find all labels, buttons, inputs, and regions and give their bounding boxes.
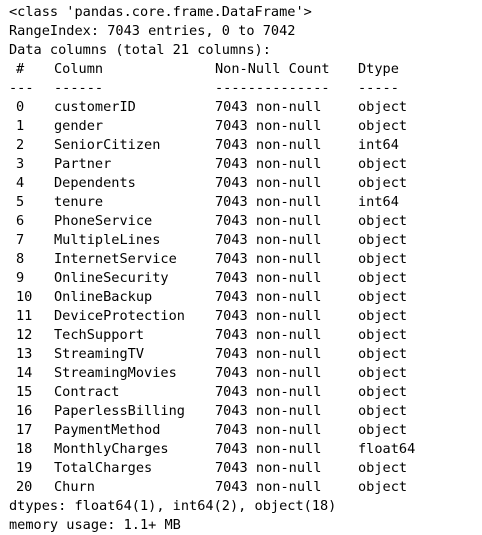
row-index: 7: [16, 232, 25, 248]
range-index-line: RangeIndex: 7043 entries, 0 to 7042: [9, 23, 296, 39]
row-column-name: TechSupport: [54, 327, 145, 343]
table-row: [9, 250, 482, 269]
row-index: 6: [16, 213, 25, 229]
row-non-null-count: 7043 non-null: [215, 346, 322, 362]
row-index: 19: [16, 460, 33, 476]
row-index: 14: [16, 365, 33, 381]
row-dtype: object: [358, 327, 408, 343]
row-index: 12: [16, 327, 33, 343]
row-column-name: Dependents: [54, 175, 136, 191]
row-column-name: Contract: [54, 384, 120, 400]
row-column-name: tenure: [54, 194, 104, 210]
row-dtype: object: [358, 251, 408, 267]
row-dtype: object: [358, 99, 408, 115]
row-column-name: PhoneService: [54, 213, 153, 229]
row-dtype: object: [358, 156, 408, 172]
row-index: 11: [16, 308, 33, 324]
table-row: [9, 288, 482, 307]
row-index: 3: [16, 156, 25, 172]
table-row: [9, 345, 482, 364]
table-row: [9, 193, 482, 212]
row-non-null-count: 7043 non-null: [215, 460, 322, 476]
row-column-name: OnlineBackup: [54, 289, 153, 305]
row-index: 18: [16, 441, 33, 457]
row-index: 1: [16, 118, 25, 134]
row-non-null-count: 7043 non-null: [215, 156, 322, 172]
row-column-name: MultipleLines: [54, 232, 161, 248]
table-row: [9, 269, 482, 288]
table-row: [9, 155, 482, 174]
separator-dtype: -----: [358, 80, 399, 96]
row-dtype: object: [358, 175, 408, 191]
row-index: 2: [16, 137, 25, 153]
row-non-null-count: 7043 non-null: [215, 118, 322, 134]
row-dtype: object: [358, 422, 408, 438]
row-dtype: object: [358, 479, 408, 495]
row-non-null-count: 7043 non-null: [215, 213, 322, 229]
table-row: [9, 440, 482, 459]
row-non-null-count: 7043 non-null: [215, 365, 322, 381]
row-column-name: MonthlyCharges: [54, 441, 169, 457]
row-dtype: int64: [358, 137, 399, 153]
row-column-name: OnlineSecurity: [54, 270, 169, 286]
row-index: 4: [16, 175, 25, 191]
row-index: 9: [16, 270, 25, 286]
table-row: [9, 402, 482, 421]
table-row: [9, 364, 482, 383]
row-index: 13: [16, 346, 33, 362]
row-index: 8: [16, 251, 25, 267]
row-index: 0: [16, 99, 25, 115]
row-column-name: StreamingTV: [54, 346, 145, 362]
row-dtype: object: [358, 308, 408, 324]
row-index: 15: [16, 384, 33, 400]
row-dtype: object: [358, 213, 408, 229]
header-index: #: [16, 61, 25, 77]
separator-non-null-count: --------------: [215, 80, 330, 96]
row-column-name: customerID: [54, 99, 136, 115]
row-column-name: TotalCharges: [54, 460, 153, 476]
table-row: [9, 98, 482, 117]
memory-usage-line: memory usage: 1.1+ MB: [9, 517, 181, 533]
table-row: [9, 307, 482, 326]
row-non-null-count: 7043 non-null: [215, 308, 322, 324]
table-row: [9, 231, 482, 250]
row-column-name: DeviceProtection: [54, 308, 185, 324]
header-non-null-count: Non-Null Count: [215, 61, 330, 77]
data-columns-line: Data columns (total 21 columns):: [9, 42, 271, 58]
class-line: <class 'pandas.core.frame.DataFrame'>: [9, 4, 312, 20]
row-dtype: object: [358, 118, 408, 134]
table-row: [9, 459, 482, 478]
row-dtype: object: [358, 346, 408, 362]
row-non-null-count: 7043 non-null: [215, 232, 322, 248]
row-non-null-count: 7043 non-null: [215, 175, 322, 191]
separator-index: ---: [9, 80, 34, 96]
row-dtype: object: [358, 460, 408, 476]
row-column-name: StreamingMovies: [54, 365, 177, 381]
table-row: [9, 421, 482, 440]
table-row: [9, 136, 482, 155]
dtypes-summary-line: dtypes: float64(1), int64(2), object(18): [9, 498, 337, 514]
row-non-null-count: 7043 non-null: [215, 479, 322, 495]
table-row: [9, 326, 482, 345]
row-index: 20: [16, 479, 33, 495]
row-dtype: float64: [358, 441, 416, 457]
row-dtype: int64: [358, 194, 399, 210]
row-column-name: PaymentMethod: [54, 422, 161, 438]
row-index: 17: [16, 422, 33, 438]
row-non-null-count: 7043 non-null: [215, 99, 322, 115]
table-row: [9, 383, 482, 402]
table-header-row: [9, 60, 482, 79]
row-column-name: InternetService: [54, 251, 177, 267]
row-index: 10: [16, 289, 33, 305]
row-dtype: object: [358, 289, 408, 305]
row-non-null-count: 7043 non-null: [215, 327, 322, 343]
table-row: [9, 174, 482, 193]
row-index: 5: [16, 194, 25, 210]
row-non-null-count: 7043 non-null: [215, 422, 322, 438]
row-column-name: SeniorCitizen: [54, 137, 161, 153]
row-dtype: object: [358, 403, 408, 419]
row-column-name: Churn: [54, 479, 95, 495]
row-column-name: gender: [54, 118, 104, 134]
row-non-null-count: 7043 non-null: [215, 270, 322, 286]
row-non-null-count: 7043 non-null: [215, 137, 322, 153]
table-row: [9, 117, 482, 136]
table-row: [9, 212, 482, 231]
row-dtype: object: [358, 270, 408, 286]
table-row: [9, 478, 482, 497]
row-dtype: object: [358, 384, 408, 400]
row-non-null-count: 7043 non-null: [215, 251, 322, 267]
table-body: [9, 98, 482, 497]
row-non-null-count: 7043 non-null: [215, 441, 322, 457]
separator-column: ------: [54, 80, 104, 96]
row-non-null-count: 7043 non-null: [215, 403, 322, 419]
header-column: Column: [54, 61, 104, 77]
row-dtype: object: [358, 365, 408, 381]
row-non-null-count: 7043 non-null: [215, 289, 322, 305]
row-dtype: object: [358, 232, 408, 248]
row-index: 16: [16, 403, 33, 419]
row-non-null-count: 7043 non-null: [215, 194, 322, 210]
header-dtype: Dtype: [358, 61, 399, 77]
table-separator-row: [9, 79, 482, 98]
row-column-name: PaperlessBilling: [54, 403, 185, 419]
row-column-name: Partner: [54, 156, 112, 172]
row-non-null-count: 7043 non-null: [215, 384, 322, 400]
